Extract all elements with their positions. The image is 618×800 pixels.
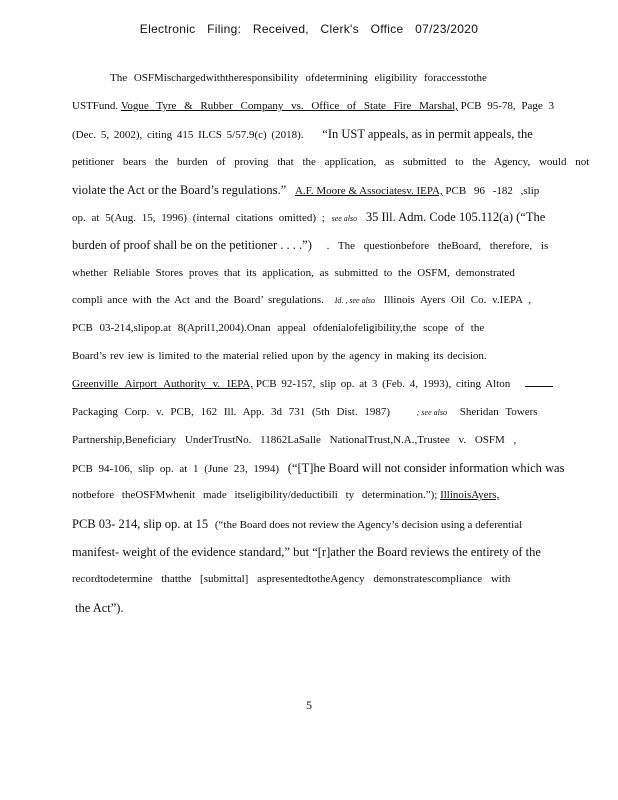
body-line: PCB 03-214,slipop.at 8(April1,2004).Onan appeal ofdenialofeligibility,the scope of the (72, 322, 485, 334)
body-line: op. at 5(Aug. 15, 1996) (internal citations omitted) ; see also 35 Ill. Adm. Code 105.112(a) (“The (72, 210, 546, 224)
body-line: violate the Act or the Board’s regulations.” A.F. Moore & Associatesv. IEPA, PCB 96 -182 ,slip (72, 183, 540, 197)
body-line: recordtodetermine thatthe [submittal] aspresentedtotheAgency demonstratescompliance with (72, 573, 511, 585)
body-line: Greenville Airport Authority v. IEPA, PCB 92-157, slip op. at 3 (Feb. 4, 1993), citing Alton (72, 378, 553, 390)
body-line: Packaging Corp. v. PCB, 162 Ill. App. 3d 731 (5th Dist. 1987) ; see also Sheridan Towers (72, 406, 538, 418)
electronic-filing-header: Electronic Filing: Received, Clerk's Office 07/23/2020 (139, 22, 479, 36)
body-line: (Dec. 5, 2002), citing 415 ILCS 5/57.9(c) (2018). “In UST appeals, as in permit appeals, the (72, 127, 533, 141)
case-citation: Vogue Tyre & Rubber Company vs. Office of State Fire Marshal, (120, 100, 458, 112)
body-line: compli ance with the Act and the Board’ sregulations. Id. , see also Illinois Ayers Oil Co. v.IEPA , (72, 294, 531, 306)
body-line: manifest- weight of the evidence standard,” but “[r]ather the Board reviews the entirety of the (72, 545, 541, 559)
body-line: PCB 03- 214, slip op. at 15 (“the Board does not review the Agency’s decision using a deferential (72, 517, 523, 531)
body-line: notbefore theOSFMwhenit made itseligibility/deductibili ty determination.”); IllinoisAyers, (72, 489, 500, 501)
body-line: whether Reliable Stores proves that its application, as submitted to the OSFM, demonstrated (72, 267, 515, 279)
body-line: the Act”). (75, 601, 124, 615)
case-citation: A.F. Moore & Associatesv. IEPA, (294, 185, 443, 197)
case-citation: Greenville Airport Authority v. IEPA, (72, 378, 254, 390)
body-line: USTFund. Vogue Tyre & Rubber Company vs. Office of State Fire Marshal, PCB 95-78, Page 3 (72, 100, 555, 112)
body-line: Partnership,Beneficiary UnderTrustNo. 11862LaSalle NationalTrust,N.A.,Trustee v. OSFM , (72, 434, 517, 446)
case-citation: IllinoisAyers, (440, 489, 500, 501)
underline-rule (525, 386, 553, 387)
body-line: The OSFMischargedwiththeresponsibility ofdetermining eligibility foraccesstothe (110, 72, 487, 84)
body-line: burden of proof shall be on the petitioner . . . .”) . The questionbefore theBoard, therefore, is (72, 238, 549, 252)
page-number: 5 (306, 698, 312, 712)
body-line: petitioner bears the burden of proving that the application, as submitted to the Agency, would not (72, 156, 590, 168)
body-line: Board’s rev iew is limited to the material relied upon by the agency in making its decision. (72, 350, 487, 362)
body-line: PCB 94-106, slip op. at 1 (June 23, 1994) (“[T]he Board will not consider information which was (72, 461, 565, 475)
